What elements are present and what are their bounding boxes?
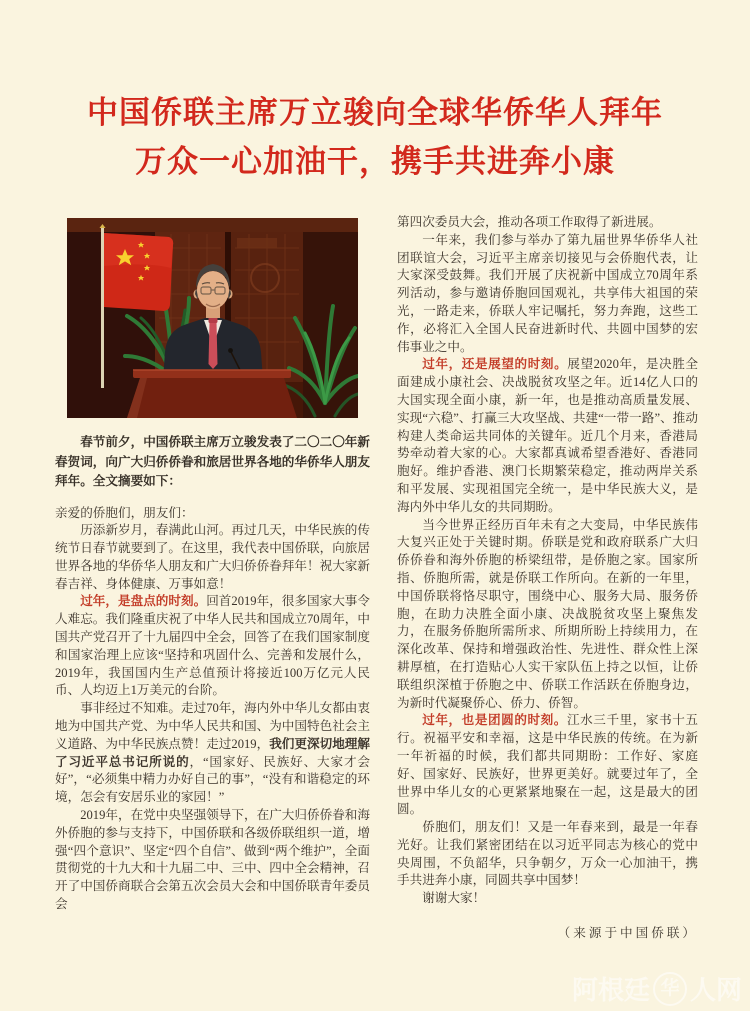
photo-chairman-new-year-address: [67, 218, 358, 418]
paragraph: 2019年，在党中央坚强领导下，在广大归侨侨眷和海外侨胞的参与支持下，中国侨联和各级侨联组织一道，增强“四个意识”、坚定“四个自信”、做到“两个维护”，全面贯彻党的十九大和十九届二中、三中、四中全会精神，召开了中国侨商联合会第五次会员大会和中国侨联青年委员会: [55, 808, 370, 912]
red-lead-reunion: 过年，也是团圆的时刻。: [422, 713, 567, 728]
photo-illustration: [67, 218, 358, 418]
article-title: [0, 88, 750, 186]
article-title-line2: 万众一心加油干，携手共进奔小康: [135, 144, 615, 179]
source-attribution: （来源于中国侨联）: [557, 926, 698, 941]
site-watermark: [572, 970, 742, 1007]
paragraph-salutation: 亲爱的侨胞们，朋友们：: [55, 505, 194, 520]
right-column: [397, 214, 698, 941]
article-title-line1: 中国侨联主席万立骏向全球华侨华人拜年: [87, 95, 663, 130]
paragraph: 一年来，我们参与举办了第九届世界华侨华人社团联谊大会，习近平主席亲切接见与会侨胞代表，让大家深受鼓舞。我们开展了庆祝新中国成立70周年系列活动，参与邀请侨胞回国观礼，共享伟大祖国的荣光，一路走来，侨联人牢记嘱托，努力奔跑，这些工作，必将汇入全国人民奋进新时代、共圆中国梦的宏伟事业之中。: [397, 232, 698, 354]
watermark-logo-char: 华: [660, 978, 680, 999]
paragraph-text: 江水三千里，家书十五行。祝福平安和幸福，这是中华民族的传统。在为新一年祈福的时候，我们都共同期盼：工作好、家庭好、国家好、民族好，世界更美好。就要过年了，全世界中华儿女的心更紧紧地聚在一起，这是最大的团圆。: [397, 713, 699, 817]
left-column: [55, 214, 370, 914]
watermark-text-prefix: 阿根廷: [571, 975, 650, 1005]
watermark-logo-icon: [653, 972, 687, 1006]
photo-caption: 春节前夕，中国侨联主席万立骏发表了二〇二〇年新春贺词，向广大归侨侨眷和旅居世界各地的华侨华人朋友拜年。全文摘要如下：: [55, 435, 370, 488]
paragraph-continuation: 第四次委员大会，推动各项工作取得了新进展。: [397, 215, 662, 229]
paragraph: [397, 356, 698, 516]
bold-quote-intro: 我们更深切地理解了习近平总书记所说的: [55, 736, 371, 769]
paragraph: [55, 700, 370, 807]
right-column-text: [397, 214, 698, 908]
red-lead-outlook: 过年，还是展望的时刻。: [422, 357, 568, 372]
paragraph: 当今世界正经历百年未有之大变局，中华民族伟大复兴正处于关键时期。侨联是党和政府联系广大归侨侨眷和海外侨胞的桥梁纽带，是侨胞之家。国家所指、侨胞所需，就是侨联工作所向。在新的一年里，中国侨联将恪尽职守，围绕中心、服务大局、服务侨胞，在助力决胜全面小康、决战脱贫攻坚上聚焦发力，在服务侨胞所需所求、所期所盼上持续用力，在深化改革、保持和增强政治性、先进性、群众性上深耕厚植，在打造贴心人实干家队伍上持之以恒，让侨联组织深植于侨胞之中、侨联工作活跃在侨胞身边，为新时代凝聚侨心、侨力、侨智。: [397, 517, 698, 710]
paragraph: 侨胞们，朋友们！又是一年春来到，最是一年春光好。让我们紧密团结在以习近平同志为核心的党中央周围，不负韶华，只争朝夕，万众一心加油干，携手共进奔小康，同圆共享中国梦！: [397, 820, 698, 888]
paragraph-thanks: 谢谢大家！: [422, 891, 486, 906]
article-body: [55, 214, 699, 941]
left-column-text: [55, 505, 370, 914]
paragraph: 历添新岁月，春满此山河。再过几天，中华民族的传统节日春节就要到了。在这里，我代表中国侨联，向旅居世界各地的华侨华人朋友和广大归侨侨眷拜年！祝大家新春吉祥、身体健康、万事如意！: [55, 523, 370, 591]
red-lead-review: 过年，是盘点的时刻。: [80, 594, 207, 609]
paragraph-text: 事非经过不知难。走过70年，海内外中华儿女都由衷地为中国共产党、为中华人民共和国、为中国特色社会主义道路、为中华民族点赞！走过2019，: [55, 701, 370, 751]
paragraph: [55, 593, 370, 700]
paragraph-text: ，“国家好、民族好、大家才会好”，“必须集中精力办好自己的事”，“没有和谐稳定的环境，怎会有安居乐业的家园！”: [55, 754, 371, 805]
paragraph-text: 展望2020年，是决胜全面建成小康社会、决战脱贫攻坚之年。近14亿人口的大国实现全面小康，新一年，也是推动高质量发展、实现“六稳”、打赢三大攻坚战、共建“一带一路”、推动构建人类命运共同体的关键年。近几个月来，香港局势牵动着大家的心。大家都真诚希望香港好、香港同胞好。维护香港、澳门长期繁荣稳定，推动两岸关系和平发展、实现祖国完全统一，是中华民族大义，是海内外中华儿女的共同期盼。: [397, 357, 699, 514]
paragraph-text: 回首2019年，很多国家大事令人难忘。我们隆重庆祝了中华人民共和国成立70周年，中国共产党召开了十九届四中全会，回答了在我们国家制度和国家治理上应该“坚持和巩固什么、完善和发展什么，2019年，我国国内生产总值预计将接近100万亿元人民币、人均迈上1万美元的台阶。: [55, 594, 371, 698]
paragraph: [397, 712, 698, 819]
watermark-text-suffix: 人网: [689, 975, 742, 1005]
